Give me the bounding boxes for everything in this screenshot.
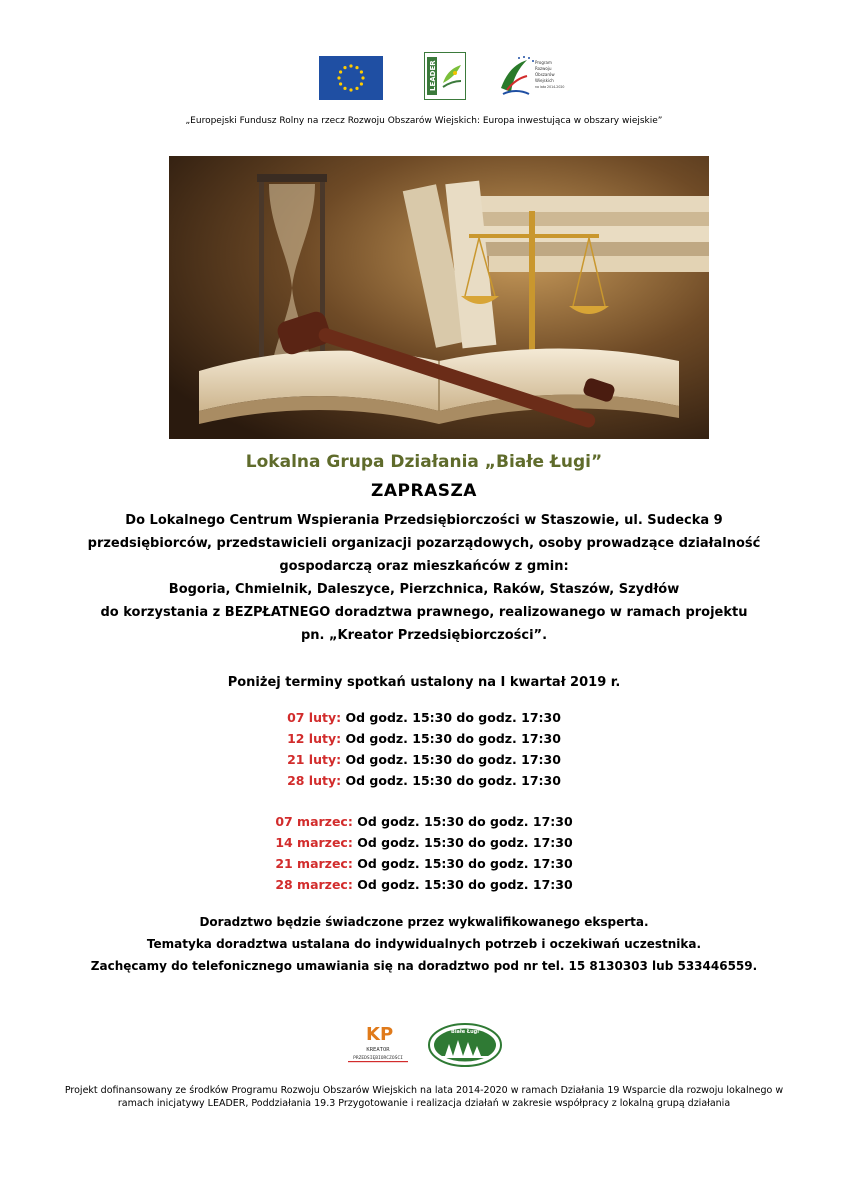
prow-text-1: Program [535,60,552,65]
schedule-time: Od godz. 15:30 do godz. 17:30 [352,856,573,871]
schedule-time: Od godz. 15:30 do godz. 17:30 [341,731,561,746]
prow-text-4: Wiejskich [535,78,554,83]
schedule-row [0,773,848,788]
schedule-intro: Poniżej terminy spotkań ustalony na I kwartał 2019 r. [227,675,621,690]
project-emphasis: ramach projektu [626,605,748,620]
schedule-date: 28 marzec: [275,877,353,892]
fine-print-2: ramach inicjatywy LEADER, Poddziałania 19.3 Przygotowanie i realizacja działań w zakresie współpracy z lokalną grupą działania [117,1098,731,1109]
schedule-date: 12 luty: [287,731,342,746]
body-line-1: Do Lokalnego Centrum Wspierania Przedsiębiorczości w Staszowie, ul. Sudecka 9 [125,513,723,528]
schedule-time: Od godz. 15:30 do godz. 17:30 [352,814,573,829]
schedule-date: 07 luty: [287,710,342,725]
schedule-date: 21 marzec: [275,856,353,871]
leader-logo-icon [424,52,466,100]
fine-print-1: Projekt dofinansowany ze środków Programu Rozwoju Obszarów Wiejskich na lata 2014-2020 w ramach Działania 19 Wsparcie dla rozwoju lokalnego w [64,1085,784,1096]
prow-text-2: Rozwoju [535,66,552,71]
schedule-row [0,856,848,871]
kreator-mark: KP [366,1024,394,1045]
biale-lugi-logo-icon [427,1022,503,1068]
schedule-time: Od godz. 15:30 do godz. 17:30 [352,835,573,850]
invite-heading: ZAPRASZA [371,481,477,501]
kreator-text-1: KREATOR [366,1047,390,1053]
body-line-5-c: doradztwa prawnego, realizowanego w [330,605,627,620]
prow-text-3: Obszarów [535,72,555,77]
schedule-date: 14 marzec: [275,835,353,850]
schedule-time: Od godz. 15:30 do godz. 17:30 [352,877,573,892]
schedule-row [0,877,848,892]
schedule-date: 28 luty: [287,773,342,788]
kreator-logo-icon [340,1020,416,1066]
prow-logo-icon [497,52,573,102]
law-scales-gavel-books-photo-icon [169,156,709,439]
prow-text-5: na lata 2014-2020 [535,85,565,89]
body-line-4: Bogoria, Chmielnik, Daleszyce, Pierzchnica, Raków, Staszów, Szydłów [168,582,680,597]
kreator-text-2: PRZEDSIĘBIORCZOŚCI [353,1056,403,1061]
schedule-time: Od godz. 15:30 do godz. 17:30 [341,752,561,767]
body-line-3: gospodarczą oraz mieszkańców z gmin: [279,559,569,574]
schedule-row [0,752,848,767]
eu-flag-icon [319,56,383,100]
info-line-2: Tematyka doradztwa ustalana do indywidualnych potrzeb i oczekiwań uczestnika. [146,937,702,951]
schedule-row [0,835,848,850]
body-line-6: pn. „Kreator Przedsiębiorczości”. [300,628,548,643]
leader-logo-text: LEADER [429,60,437,91]
body-line-2: przedsiębiorców, przedstawicieli organizacji pozarządowych, osoby prowadzące działalność [87,536,761,551]
organization-title: Lokalna Grupa Działania „Białe Ługi” [245,452,603,472]
lgd-text: Białe Ługi [451,1029,479,1035]
info-line-3: Zachęcamy do telefonicznego umawiania się na doradztwo pod nr tel. 15 8130303 lub 533446559. [90,959,758,973]
info-line-1: Doradztwo będzie świadczone przez wykwalifikowanego eksperta. [199,915,649,929]
body-line-5 [0,605,848,620]
schedule-row [0,710,848,725]
schedule-time: Od godz. 15:30 do godz. 17:30 [341,773,561,788]
schedule-row [0,814,848,829]
free-emphasis: BEZPŁATNEGO [224,605,331,620]
schedule-date: 07 marzec: [275,814,353,829]
schedule-time: Od godz. 15:30 do godz. 17:30 [341,710,561,725]
schedule-date: 21 luty: [287,752,342,767]
eu-fund-caption: „Europejski Fundusz Rolny na rzecz Rozwoju Obszarów Wiejskich: Europa inwestująca w obszary wiejskie” [185,116,663,126]
schedule-row [0,731,848,746]
body-line-5-a: do korzystania z [100,605,225,620]
